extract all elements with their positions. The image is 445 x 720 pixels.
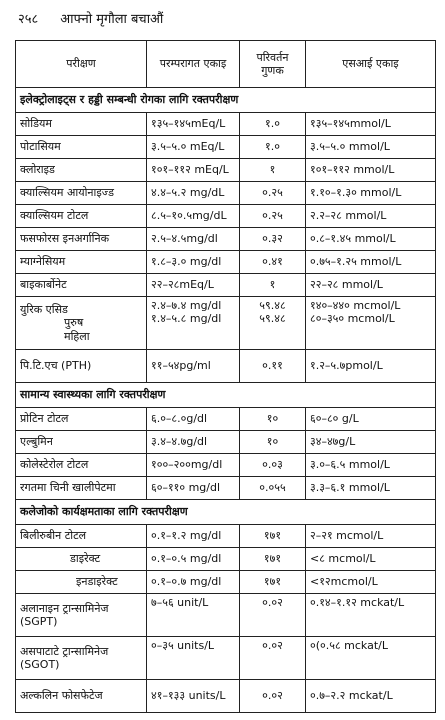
test-name	[16, 594, 147, 637]
factor-value: १७१	[240, 571, 306, 594]
conventional-value: ०.१–०.७ mg/dl	[147, 571, 240, 594]
col-header-factor: परिवर्तन गुणक	[240, 41, 306, 88]
factor-value: ०.४१	[240, 251, 306, 274]
si-female: ८०–३५० mcmol/L	[310, 312, 395, 326]
conventional-value: २.५–४.५mg/dl	[147, 228, 240, 251]
test-name	[16, 297, 147, 350]
test-name: कोलेस्टेरोल टोटल	[16, 454, 147, 477]
table-row	[16, 350, 436, 383]
section-row	[16, 500, 436, 525]
si-value: <१२mcmol/L	[306, 571, 436, 594]
female-label: महिला	[64, 329, 90, 343]
conventional-value: १०१–११२ mEq/L	[147, 159, 240, 182]
si-value: १.२–५.७pmol/L	[306, 350, 436, 383]
factor-value: ०.२५	[240, 205, 306, 228]
si-value: <८ mcmol/L	[306, 548, 436, 571]
si-value: ०(०.५८ mckat/L	[306, 637, 436, 680]
test-name: क्लोराइड	[16, 159, 147, 182]
test-name: पि.टि.एच (PTH)	[16, 350, 147, 383]
table-row-uric-acid	[16, 297, 436, 350]
test-name: क्याल्सियम आयोनाइज्ड	[16, 182, 147, 205]
test-name: इनडाइरेक्ट	[16, 571, 147, 594]
table-row	[16, 431, 436, 454]
test-name: बाइकार्बोनेट	[16, 274, 147, 297]
section-row	[16, 88, 436, 113]
test-name-line1: अलानाइन ट्रान्सामिनेज	[20, 601, 109, 615]
page-number: २५८	[18, 12, 39, 27]
test-name: म्याग्नेसियम	[16, 251, 147, 274]
conventional-value: ७–५६ unit/L	[147, 594, 240, 637]
table-row	[16, 454, 436, 477]
conventional-value: ११–५४pg/ml	[147, 350, 240, 383]
test-name: डाइरेक्ट	[16, 548, 147, 571]
si-value: ०.८–१.४५ mmol/L	[306, 228, 436, 251]
si-value: २२–२८ mmol/L	[306, 274, 436, 297]
conventional-value	[147, 297, 240, 350]
table-row	[16, 637, 436, 680]
table-row	[16, 477, 436, 500]
col-header-si: एसआई एकाइ	[306, 41, 436, 88]
page-header	[18, 6, 163, 34]
test-name: एल्बुमिन	[16, 431, 147, 454]
table-row	[16, 571, 436, 594]
si-value: १.१०–१.३० mmol/L	[306, 182, 436, 205]
factor-value: १७१	[240, 548, 306, 571]
test-name: फसफोरस इनअर्गानिक	[16, 228, 147, 251]
conventional-value: ०–३५ units/L	[147, 637, 240, 680]
section-title: इलेक्ट्रोलाइट्स र हड्डी सम्बन्धी रोगका लागि रक्तपरीक्षण	[16, 88, 436, 113]
table-header-row	[16, 41, 436, 88]
factor-female: ५९.४८	[259, 312, 286, 326]
uric-acid-label: युरिक एसिड	[20, 303, 68, 317]
si-value	[306, 297, 436, 350]
factor-value: ०.०२	[240, 594, 306, 637]
conventional-value: ३.५–५.० mEq/L	[147, 136, 240, 159]
table-row	[16, 408, 436, 431]
table-row	[16, 159, 436, 182]
table-row	[16, 680, 436, 713]
test-name: रगतमा चिनी खालीपेटमा	[16, 477, 147, 500]
male-label: पुरुष	[64, 316, 84, 330]
col-header-conventional: परम्परागत एकाइ	[147, 41, 240, 88]
factor-male: ५९.४८	[259, 299, 286, 312]
si-value: ६०–८० g/L	[306, 408, 436, 431]
table-row	[16, 525, 436, 548]
factor-value: ०.११	[240, 350, 306, 383]
factor-value: १०	[240, 408, 306, 431]
conventional-value: ३.४–४.७g/dl	[147, 431, 240, 454]
si-value: १३५–१४५mmol/L	[306, 113, 436, 136]
table-row	[16, 113, 436, 136]
conventional-value: १.८–३.० mg/dl	[147, 251, 240, 274]
factor-value: १.०	[240, 113, 306, 136]
conventional-male: २.४–७.४ mg/dl	[151, 299, 222, 312]
section-title: सामान्य स्वास्थ्यका लागि रक्तपरीक्षण	[16, 383, 436, 408]
conventional-value: १००–२००mg/dl	[147, 454, 240, 477]
test-name: अल्कलिन फोसफेटेज	[16, 680, 147, 713]
factor-value: १	[240, 274, 306, 297]
test-name-line2: (SGPT)	[20, 615, 58, 628]
test-name-line2: (SGOT)	[20, 658, 60, 671]
section-row	[16, 383, 436, 408]
factor-value: ०.०३	[240, 454, 306, 477]
factor-value: १७१	[240, 525, 306, 548]
si-value: ३.३–६.१ mmol/L	[306, 477, 436, 500]
col-header-test: परीक्षण	[16, 41, 147, 88]
si-value: ३.५–५.० mmol/L	[306, 136, 436, 159]
factor-value: १	[240, 159, 306, 182]
factor-value: ०.०२	[240, 680, 306, 713]
table-row	[16, 251, 436, 274]
table-row	[16, 548, 436, 571]
conventional-value: ४.४–५.२ mg/dL	[147, 182, 240, 205]
conventional-value: ६.०–८.०g/dl	[147, 408, 240, 431]
table-row	[16, 136, 436, 159]
table-row	[16, 594, 436, 637]
si-value: २–२१ mcmol/L	[306, 525, 436, 548]
conventional-value: ८.५–१०.५mg/dL	[147, 205, 240, 228]
conventional-value: ०.१–०.५ mg/dl	[147, 548, 240, 571]
si-value: ०.७५–१.२५ mmol/L	[306, 251, 436, 274]
si-value: २.२–२८ mmol/L	[306, 205, 436, 228]
test-name: क्याल्सियम टोटल	[16, 205, 147, 228]
si-male: १४०–४४० mcmol/L	[310, 299, 401, 312]
test-name: पोटासियम	[16, 136, 147, 159]
table-row	[16, 182, 436, 205]
conventional-value: १३५–१४५mEq/L	[147, 113, 240, 136]
lab-reference-table	[15, 40, 436, 713]
test-name: प्रोटिन टोटल	[16, 408, 147, 431]
table-row	[16, 274, 436, 297]
test-name-line1: असपाटाटे ट्रान्सामिनेज	[20, 644, 109, 658]
factor-value: १.०	[240, 136, 306, 159]
page-title: आफ्नो मृगौला बचाऔं	[60, 12, 164, 27]
factor-value	[240, 297, 306, 350]
factor-value: ०.२५	[240, 182, 306, 205]
si-value: ३४–४७g/L	[306, 431, 436, 454]
si-value: ३.०–६.५ mmol/L	[306, 454, 436, 477]
factor-value: १०	[240, 431, 306, 454]
conventional-female: १.४–५.८ mg/dl	[151, 312, 222, 326]
table-row	[16, 228, 436, 251]
si-value: १०१–११२ mmol/L	[306, 159, 436, 182]
factor-value: ०.०२	[240, 637, 306, 680]
table-row	[16, 205, 436, 228]
conventional-value: ४१–१३३ units/L	[147, 680, 240, 713]
test-name: बिलीरुबीन टोटल	[16, 525, 147, 548]
section-title: कलेजोको कार्यक्षमताका लागि रक्तपरीक्षण	[16, 500, 436, 525]
si-value: ०.१४–१.१२ mckat/L	[306, 594, 436, 637]
factor-value: ०.३२	[240, 228, 306, 251]
test-name: सोडियम	[16, 113, 147, 136]
conventional-value: ६०–११० mg/dl	[147, 477, 240, 500]
si-value: ०.७–२.२ mckat/L	[306, 680, 436, 713]
conventional-value: ०.१–१.२ mg/dl	[147, 525, 240, 548]
test-name	[16, 637, 147, 680]
conventional-value: २२–२८mEq/L	[147, 274, 240, 297]
factor-value: ०.०५५	[240, 477, 306, 500]
